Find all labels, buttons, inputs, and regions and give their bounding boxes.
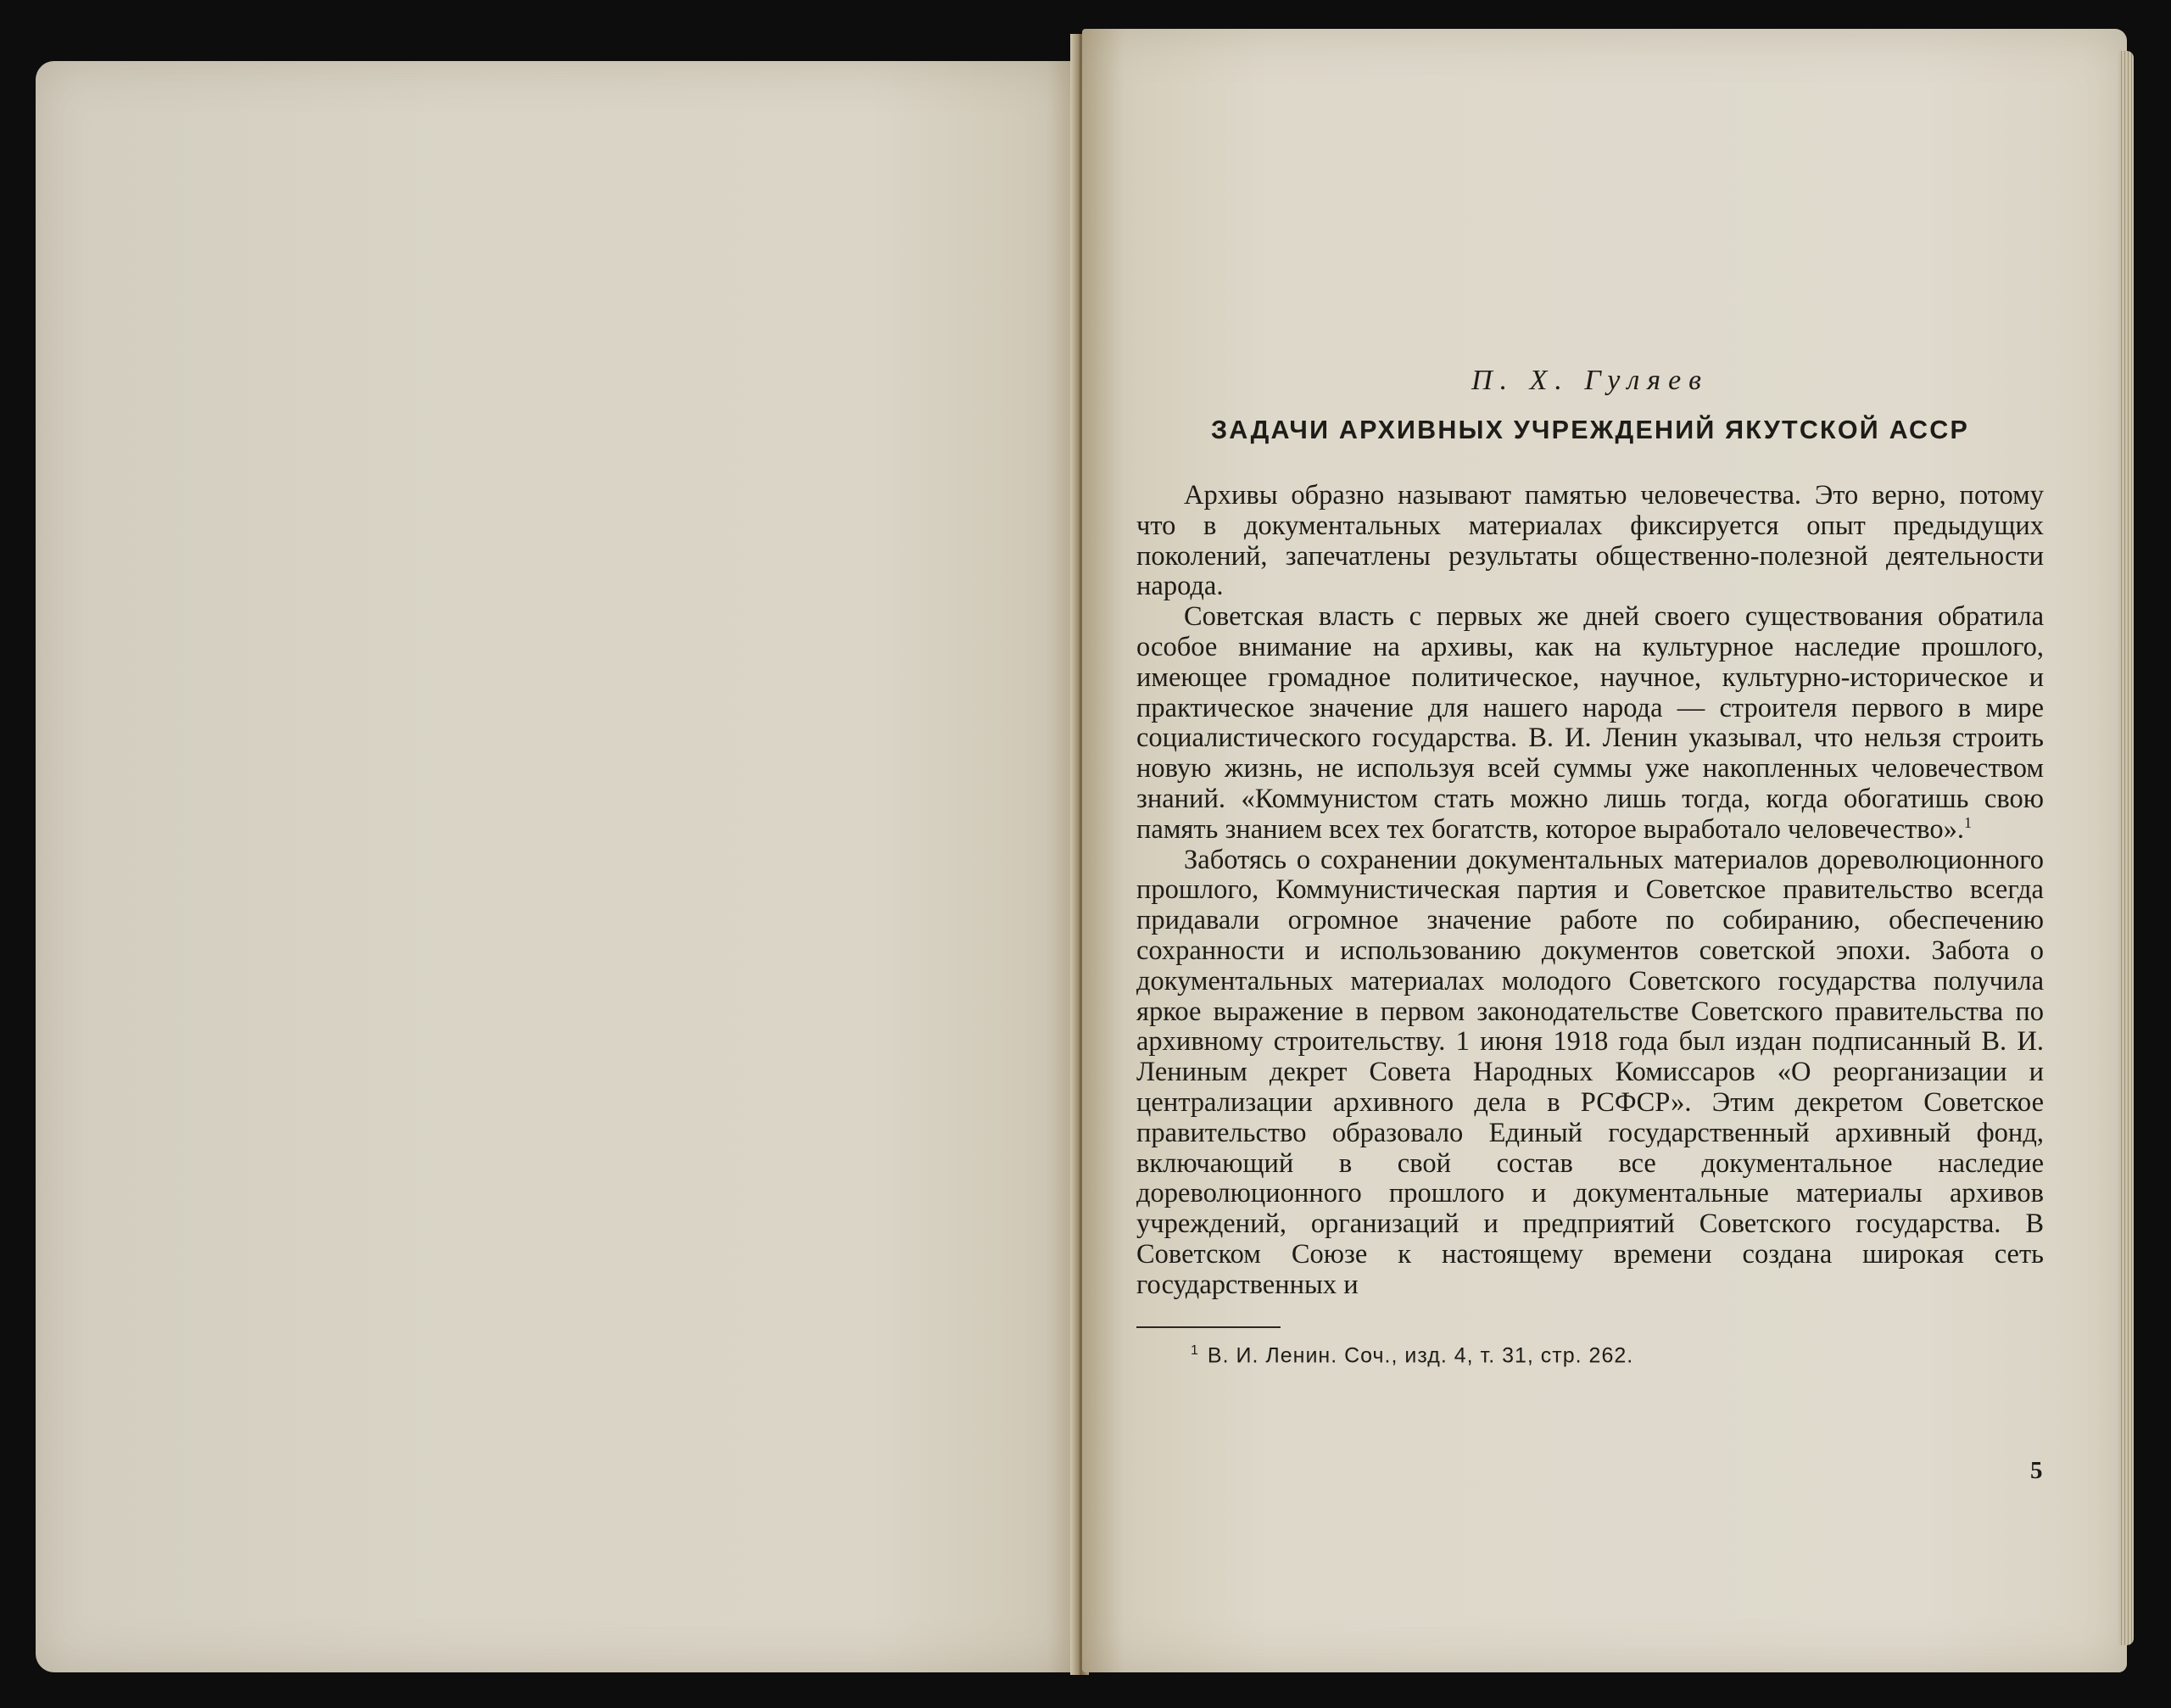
paragraph-1: Архивы образно называют памятью человечества. Это верно, потому что в документальных материалах фиксируется опыт предыдущих поколений, запечатлены результаты общественно-полезной деятельности народа.	[1136, 480, 2044, 602]
paragraph-3: Заботясь о сохранении документальных материалов дореволюционного прошлого, Коммунистическая партия и Советское правительство всегда придавали огромное значение работе по собиранию, обеспечению сохранности и использованию документов советской эпохи. Забота о документальных материалах молодого Советского государства получила яркое выражение в первом законодательстве Советского правительства по архивному строительству. 1 июня 1918 года был издан подписанный В. И. Лениным декрет Совета Народных Комиссаров «О реорганизации и централизации архивного дела в РСФСР». Этим декретом Советское правительство образовало Единый государственный архивный фонд, включающий в свой состав все документальное наследие дореволюционного прошлого и документальные материалы архивов учреждений, организаций и предприятий Советского государства. В Советском Союзе к настоящему времени создана широкая сеть государственных и	[1136, 844, 2044, 1300]
page-number: 5	[2030, 1457, 2043, 1484]
paragraph-2	[1136, 602, 2044, 845]
author-name: П. Х. Гуляев	[1471, 365, 1709, 396]
article-title: ЗАДАЧИ АРХИВНЫХ УЧРЕЖДЕНИЙ ЯКУТСКОЙ АССР	[1210, 416, 1970, 444]
page-edges	[2118, 51, 2134, 1645]
footnote-marker: 1	[1191, 1342, 1199, 1358]
article	[1136, 365, 2044, 1368]
paragraph-2-text: Советская власть с первых же дней своего существования обратила особое внимание на архивы, как на культурное наследие прошлого, имеющее громадное политическое, научное, культурно-историческое и практическое значение для нашего народа — строителя первого в мире социалистического государства. В. И. Ленин указывал, что нельзя строить новую жизнь, не используя всей суммы уже накопленных человечеством знаний. «Коммунистом стать можно лишь тогда, когда обогатишь свою память знанием всех тех богатств, которое выработало человечество».	[1136, 601, 2044, 845]
footnote-text: В. И. Ленин. Соч., изд. 4, т. 31, стр. 262.	[1207, 1342, 1634, 1367]
footnote-divider	[1136, 1326, 1281, 1328]
left-page-blank	[36, 61, 1079, 1672]
footnote-reference: 1	[1964, 813, 1972, 831]
footnote	[1136, 1343, 2044, 1368]
